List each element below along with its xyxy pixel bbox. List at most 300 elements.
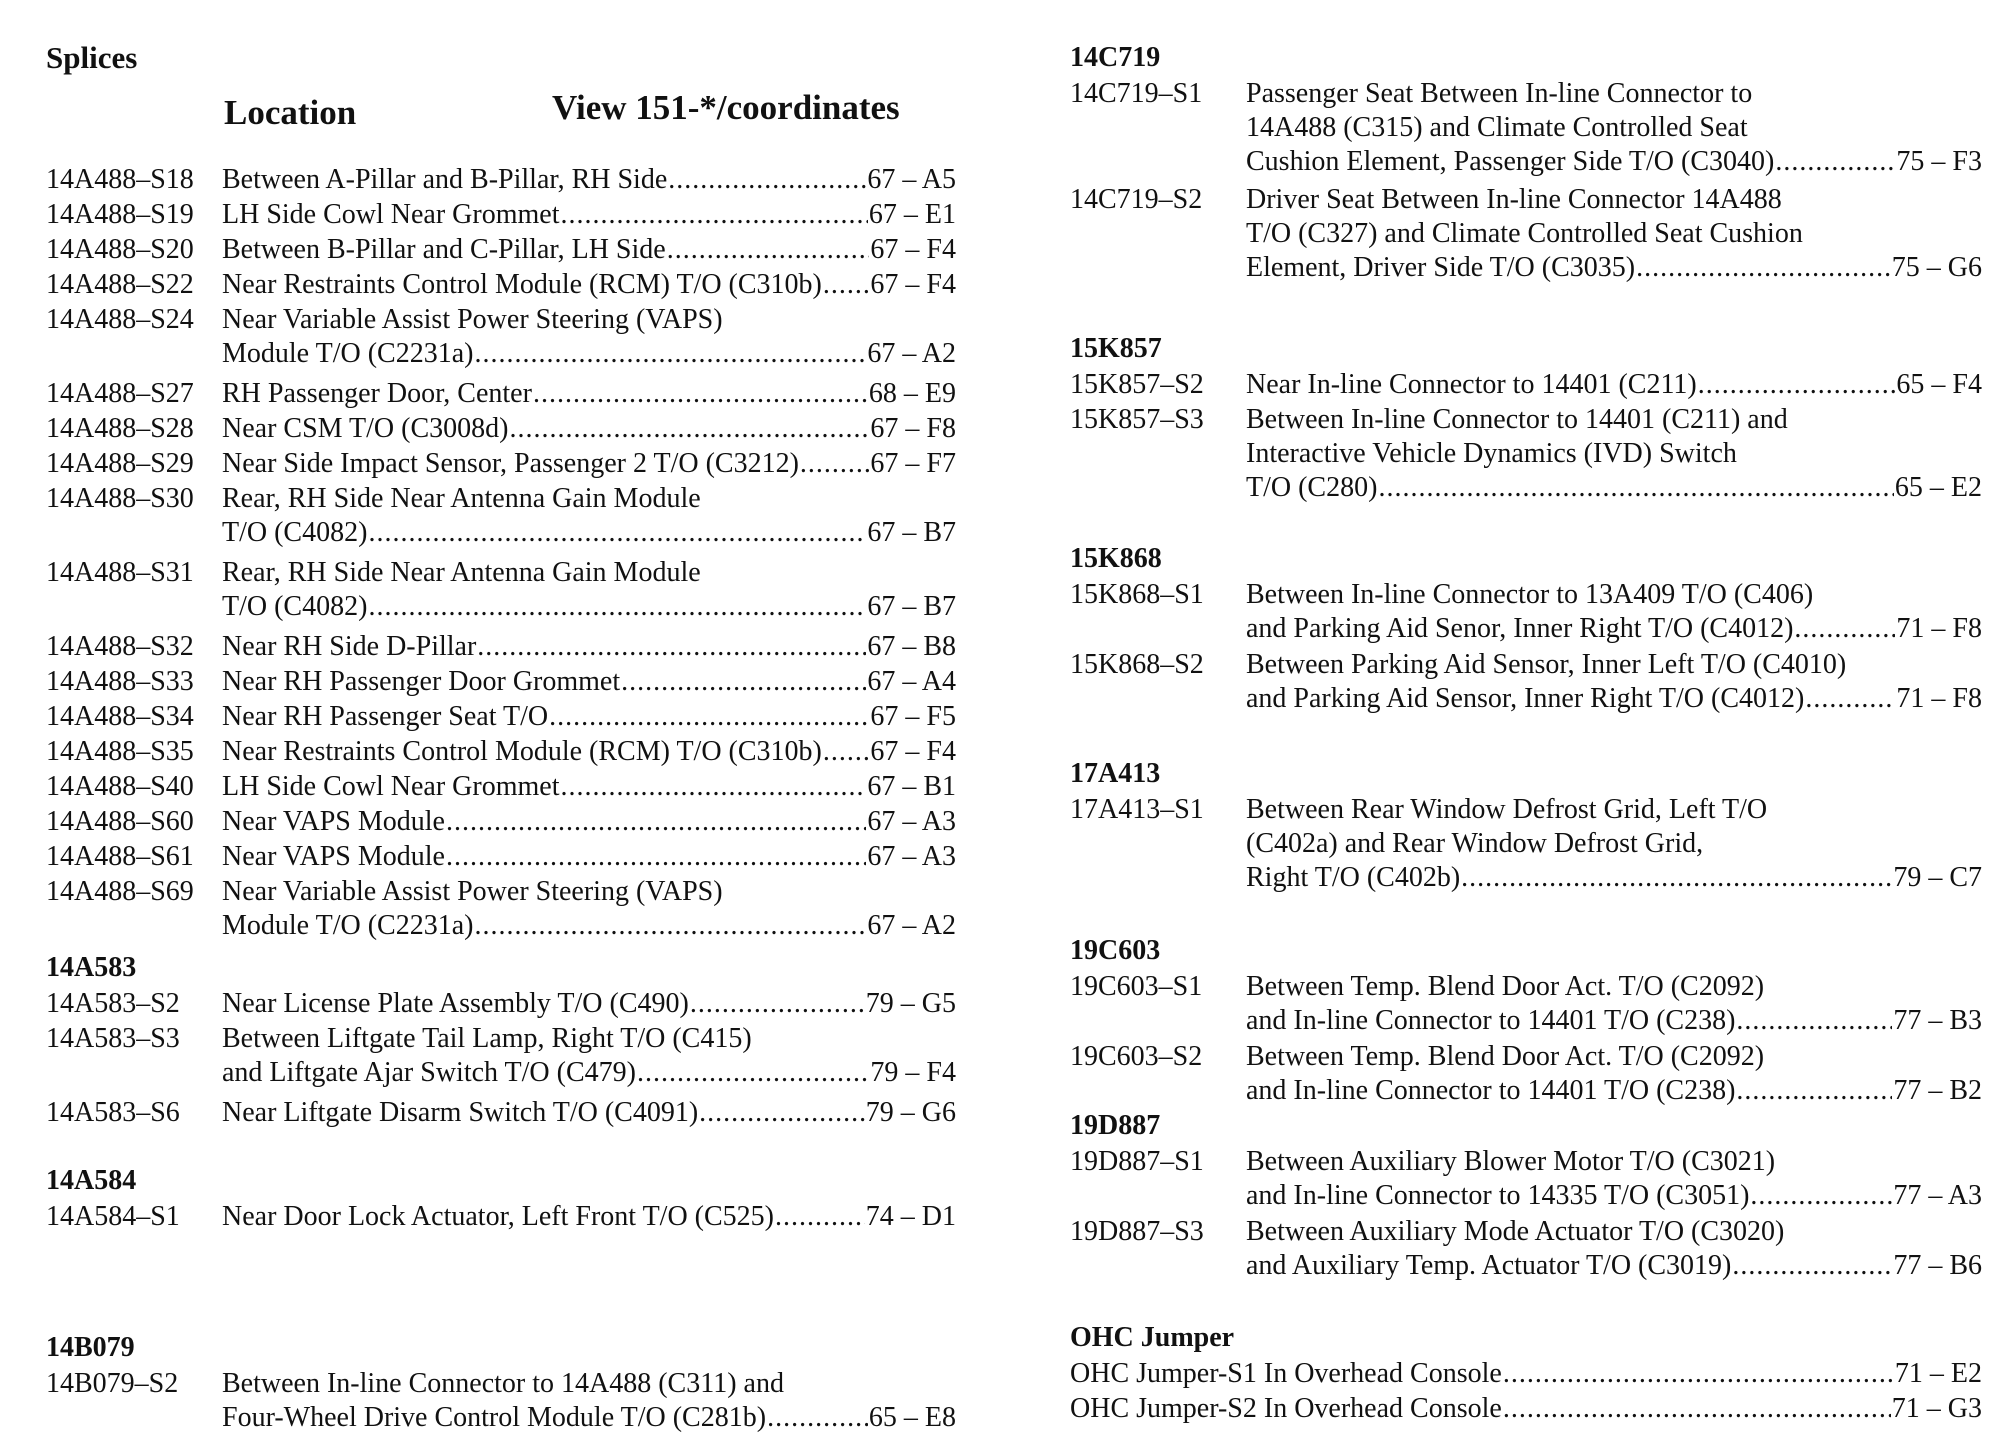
section-heading: 15K868 — [1070, 543, 1162, 574]
location-line — [222, 198, 956, 232]
splice-location — [222, 268, 956, 302]
location-text: T/O (C280) — [1246, 472, 1378, 503]
view-coordinate: 67 – A3 — [867, 806, 956, 837]
location-text: Near Restraints Control Module (RCM) T/O (C310b) — [222, 736, 822, 767]
splice-location — [1246, 403, 1982, 505]
splice-location — [222, 735, 956, 769]
view-coordinate: 67 – B8 — [867, 631, 956, 662]
location-text: Near In-line Connector to 14401 (C211) — [1246, 369, 1697, 400]
splice-location — [222, 377, 956, 411]
location-text: Between In-line Connector to 14401 (C211) and — [1246, 404, 1788, 435]
location-text: 14A488 (C315) and Climate Controlled Seat — [1246, 112, 1748, 143]
splice-entry — [46, 840, 956, 874]
splice-id: 19C603–S1 — [1070, 971, 1203, 1002]
location-text: Near VAPS Module — [222, 806, 445, 837]
splice-location — [1246, 77, 1982, 179]
location-text: Rear, RH Side Near Antenna Gain Module — [222, 557, 701, 588]
splice-entry — [46, 1022, 956, 1090]
splice-location — [1246, 970, 1982, 1038]
splice-location — [222, 1022, 956, 1090]
splice-entry — [46, 630, 956, 664]
splice-entry — [1070, 578, 1982, 646]
location-text: Rear, RH Side Near Antenna Gain Module — [222, 483, 701, 514]
view-coordinate: 71 – G3 — [1891, 1393, 1982, 1424]
splice-location — [222, 233, 956, 267]
view-coordinate: 67 – E1 — [868, 199, 956, 230]
splice-entry — [46, 700, 956, 734]
location-line — [1246, 77, 1982, 111]
splice-entry — [46, 447, 956, 481]
splice-location — [222, 665, 956, 699]
splice-location — [222, 198, 956, 232]
location-line — [222, 163, 956, 197]
splice-id: 15K857–S2 — [1070, 369, 1204, 400]
splice-id: 14A488–S40 — [46, 771, 194, 802]
view-coordinate: 67 – B7 — [867, 517, 956, 548]
splice-id: 14A584–S1 — [46, 1201, 180, 1232]
location-line — [222, 1096, 956, 1130]
location-line — [1246, 682, 1982, 716]
location-text: Module T/O (C2231a) — [222, 910, 474, 941]
location-line — [222, 665, 956, 699]
dot-leader — [474, 337, 866, 371]
splice-location — [1246, 1215, 1982, 1283]
location-text: Passenger Seat Between In-line Connector to — [1246, 78, 1753, 109]
location-line — [222, 1367, 956, 1401]
location-line — [222, 233, 956, 267]
dot-leader — [561, 770, 867, 804]
splice-entry — [1070, 1145, 1982, 1213]
splice-entry — [46, 268, 956, 302]
location-text: T/O (C4082) — [222, 517, 368, 548]
location-line — [1246, 578, 1982, 612]
location-line — [222, 377, 956, 411]
location-line — [1246, 1179, 1982, 1213]
splice-entry — [1070, 403, 1982, 505]
section-heading: 14C719 — [1070, 42, 1161, 73]
location-line — [222, 516, 956, 550]
splice-entry — [46, 303, 956, 371]
view-coordinate: 67 – F4 — [870, 234, 956, 265]
splice-entry — [1070, 1040, 1982, 1108]
view-coordinate: 65 – E2 — [1894, 472, 1982, 503]
location-line — [222, 805, 956, 839]
splice-location — [222, 987, 956, 1021]
location-line — [222, 909, 956, 943]
view-coordinate: 71 – F8 — [1896, 683, 1982, 714]
splice-id: 14A488–S28 — [46, 413, 194, 444]
dot-leader — [446, 805, 866, 839]
splice-id: 14A488–S22 — [46, 269, 194, 300]
location-line — [1246, 1145, 1982, 1179]
section-heading: 14A583 — [46, 952, 137, 983]
dot-leader — [1503, 1392, 1891, 1426]
splice-entry — [46, 377, 956, 411]
location-line — [222, 447, 956, 481]
dot-leader — [1698, 368, 1896, 402]
splice-id: 14A488–S33 — [46, 666, 194, 697]
view-coordinate: 71 – F8 — [1896, 613, 1982, 644]
splice-id: 14C719–S1 — [1070, 78, 1203, 109]
dot-leader — [533, 377, 868, 411]
splice-id: 14A583–S3 — [46, 1023, 180, 1054]
splice-location — [1246, 793, 1982, 895]
dot-leader — [1794, 612, 1895, 646]
dot-leader — [800, 447, 870, 481]
location-line — [1246, 183, 1982, 217]
location-text: Between In-line Connector to 14A488 (C311) and — [222, 1368, 784, 1399]
splice-location — [222, 1096, 956, 1130]
splice-location — [1246, 648, 1982, 716]
location-line — [222, 700, 956, 734]
splice-location — [222, 447, 956, 481]
location-line — [1246, 612, 1982, 646]
location-line — [1246, 793, 1982, 827]
dot-leader — [1805, 682, 1895, 716]
splice-entry — [1070, 1392, 1982, 1426]
splice-location — [1246, 1145, 1982, 1213]
location-text: and In-line Connector to 14401 T/O (C238) — [1246, 1005, 1736, 1036]
location-line — [222, 1401, 956, 1435]
splice-id: 14B079–S2 — [46, 1368, 179, 1399]
location-text: and Parking Aid Sensor, Inner Right T/O (C4012) — [1246, 683, 1805, 714]
splice-entry — [46, 556, 956, 624]
dot-leader — [823, 268, 870, 302]
view-coordinate: 75 – F3 — [1896, 146, 1982, 177]
location-line — [222, 735, 956, 769]
splice-location — [222, 840, 956, 874]
dot-leader — [561, 198, 868, 232]
location-line — [222, 556, 956, 590]
location-text: Cushion Element, Passenger Side T/O (C3040) — [1246, 146, 1775, 177]
splice-id: 15K868–S2 — [1070, 649, 1204, 680]
location-line — [1246, 471, 1982, 505]
splice-id: 17A413–S1 — [1070, 794, 1204, 825]
location-text: Between Liftgate Tail Lamp, Right T/O (C415) — [222, 1023, 752, 1054]
location-text: Between Parking Aid Sensor, Inner Left T/O (C4010) — [1246, 649, 1847, 680]
view-coordinate: 67 – A4 — [867, 666, 956, 697]
location-line — [1246, 217, 1982, 251]
location-line — [222, 412, 956, 446]
location-text: Between Temp. Blend Door Act. T/O (C2092) — [1246, 971, 1765, 1002]
location-line — [1246, 251, 1982, 285]
view-coordinate: 67 – F5 — [870, 701, 956, 732]
view-coordinates-header: View 151-*/coordinates — [552, 88, 900, 127]
dot-leader — [368, 590, 866, 624]
splice-entry — [46, 875, 956, 943]
splice-location — [222, 482, 956, 550]
splice-id: 14A488–S35 — [46, 736, 194, 767]
splice-entry — [46, 1367, 956, 1435]
splice-id: 14A488–S69 — [46, 876, 194, 907]
dot-leader — [1461, 861, 1892, 895]
view-coordinate: 67 – B1 — [867, 771, 956, 802]
location-text: Driver Seat Between In-line Connector 14A488 — [1246, 184, 1782, 215]
section-heading: 14B079 — [46, 1332, 135, 1363]
splice-location — [222, 412, 956, 446]
splice-id: 14A583–S2 — [46, 988, 180, 1019]
dot-leader — [1736, 1004, 1892, 1038]
location-text: Between In-line Connector to 13A409 T/O (C406) — [1246, 579, 1814, 610]
splice-id: 14A488–S20 — [46, 234, 194, 265]
view-coordinate: 67 – A3 — [867, 841, 956, 872]
location-line — [222, 875, 956, 909]
section-heading: 19D887 — [1070, 1110, 1161, 1141]
location-text: T/O (C4082) — [222, 591, 368, 622]
view-coordinate: 67 – A2 — [867, 910, 956, 941]
location-line — [1246, 1004, 1982, 1038]
location-text: and Liftgate Ajar Switch T/O (C479) — [222, 1057, 636, 1088]
splice-location — [222, 700, 956, 734]
location-text: Near License Plate Assembly T/O (C490) — [222, 988, 689, 1019]
location-text: LH Side Cowl Near Grommet — [222, 199, 560, 230]
splice-id: 14A488–S30 — [46, 483, 194, 514]
splice-location — [1246, 578, 1982, 646]
dot-leader — [1736, 1074, 1892, 1108]
splice-location — [222, 1367, 956, 1435]
view-coordinate: 68 – E9 — [868, 378, 956, 409]
view-coordinate: 77 – B6 — [1893, 1250, 1982, 1281]
location-line — [222, 1056, 956, 1090]
splice-id: 14A488–S27 — [46, 378, 194, 409]
location-text: and Parking Aid Senor, Inner Right T/O (C4012) — [1246, 613, 1794, 644]
splice-entry — [1070, 77, 1982, 179]
splice-id: 14A583–S6 — [46, 1097, 180, 1128]
location-line — [1070, 1392, 1982, 1426]
view-coordinate: 67 – A5 — [867, 164, 956, 195]
location-line — [1246, 1215, 1982, 1249]
splice-id: 14A488–S24 — [46, 304, 194, 335]
dot-leader — [509, 412, 869, 446]
location-line — [222, 303, 956, 337]
location-text: Right T/O (C402b) — [1246, 862, 1461, 893]
location-line — [1246, 145, 1982, 179]
dot-leader — [477, 630, 866, 664]
location-line — [1246, 827, 1982, 861]
view-coordinate: 65 – F4 — [1896, 369, 1982, 400]
view-coordinate: 79 – C7 — [1893, 862, 1982, 893]
location-line — [222, 987, 956, 1021]
location-text: T/O (C327) and Climate Controlled Seat Cushion — [1246, 218, 1803, 249]
splice-entry — [46, 163, 956, 197]
splice-entry — [1070, 1357, 1982, 1391]
location-line — [1246, 111, 1982, 145]
location-text: Between B-Pillar and C-Pillar, LH Side — [222, 234, 666, 265]
splice-id: 19D887–S1 — [1070, 1146, 1204, 1177]
location-text: Near Restraints Control Module (RCM) T/O (C310b) — [222, 269, 822, 300]
location-line — [1246, 437, 1982, 471]
dot-leader — [690, 987, 865, 1021]
location-header: Location — [224, 93, 357, 132]
location-line — [222, 337, 956, 371]
location-line — [222, 770, 956, 804]
location-text: Between Auxiliary Blower Motor T/O (C3021) — [1246, 1146, 1776, 1177]
splice-location — [222, 630, 956, 664]
location-line — [222, 590, 956, 624]
section-heading: 15K857 — [1070, 333, 1162, 364]
splice-id: 14A488–S31 — [46, 557, 194, 588]
dot-leader — [1750, 1179, 1892, 1213]
location-text: Near CSM T/O (C3008d) — [222, 413, 509, 444]
dot-leader — [767, 1401, 868, 1435]
view-coordinate: 77 – B3 — [1893, 1005, 1982, 1036]
dot-leader — [823, 735, 870, 769]
location-text: OHC Jumper-S1 In Overhead Console — [1070, 1358, 1502, 1389]
location-line — [222, 268, 956, 302]
view-coordinate: 75 – G6 — [1891, 252, 1982, 283]
location-line — [1070, 1357, 1982, 1391]
location-line — [1246, 1249, 1982, 1283]
location-line — [1246, 1040, 1982, 1074]
splice-location — [222, 303, 956, 371]
dot-leader — [699, 1096, 865, 1130]
view-coordinate: 79 – G6 — [865, 1097, 956, 1128]
view-coordinate: 67 – F8 — [870, 413, 956, 444]
section-heading: OHC Jumper — [1070, 1322, 1235, 1353]
splice-location — [1246, 368, 1982, 402]
location-line — [222, 482, 956, 516]
splice-location — [222, 163, 956, 197]
splice-entry — [46, 482, 956, 550]
location-text: Module T/O (C2231a) — [222, 338, 474, 369]
location-text: Near RH Side D-Pillar — [222, 631, 477, 662]
view-coordinate: 67 – F4 — [870, 269, 956, 300]
splice-entry — [46, 987, 956, 1021]
splice-entry — [1070, 970, 1982, 1038]
view-coordinate: 67 – F4 — [870, 736, 956, 767]
dot-leader — [1636, 251, 1891, 285]
location-text: Near Liftgate Disarm Switch T/O (C4091) — [222, 1097, 699, 1128]
location-text: Element, Driver Side T/O (C3035) — [1246, 252, 1636, 283]
location-line — [1246, 1074, 1982, 1108]
location-text: Near Variable Assist Power Steering (VAPS) — [222, 304, 723, 335]
location-line — [1246, 648, 1982, 682]
splice-id: 14A488–S60 — [46, 806, 194, 837]
dot-leader — [446, 840, 866, 874]
splice-id: 15K868–S1 — [1070, 579, 1204, 610]
splice-location — [1070, 1392, 1982, 1426]
dot-leader — [474, 909, 866, 943]
splice-id: 14A488–S32 — [46, 631, 194, 662]
view-coordinate: 71 – E2 — [1894, 1358, 1982, 1389]
dot-leader — [775, 1200, 865, 1234]
splice-location — [222, 770, 956, 804]
page-title: Splices — [46, 40, 138, 75]
location-text: Near Side Impact Sensor, Passenger 2 T/O (C3212) — [222, 448, 799, 479]
location-line — [1246, 368, 1982, 402]
splice-entry — [46, 1096, 956, 1130]
dot-leader — [637, 1056, 869, 1090]
splice-entry — [46, 665, 956, 699]
view-coordinate: 77 – A3 — [1893, 1180, 1982, 1211]
location-text: Near Variable Assist Power Steering (VAPS) — [222, 876, 723, 907]
dot-leader — [1732, 1249, 1892, 1283]
dot-leader — [1503, 1357, 1894, 1391]
splice-location — [222, 805, 956, 839]
view-coordinate: 74 – D1 — [865, 1201, 956, 1232]
dot-leader — [668, 163, 866, 197]
location-line — [222, 840, 956, 874]
splice-id: 19C603–S2 — [1070, 1041, 1203, 1072]
splice-entry — [1070, 648, 1982, 716]
location-line — [1246, 403, 1982, 437]
section-heading: 19C603 — [1070, 935, 1161, 966]
view-coordinate: 65 – E8 — [868, 1402, 956, 1433]
splice-id: 15K857–S3 — [1070, 404, 1204, 435]
location-text: Between Auxiliary Mode Actuator T/O (C3020) — [1246, 1216, 1785, 1247]
location-text: Between Temp. Blend Door Act. T/O (C2092) — [1246, 1041, 1765, 1072]
splice-entry — [1070, 793, 1982, 895]
view-coordinate: 79 – F4 — [870, 1057, 956, 1088]
location-text: Near RH Passenger Seat T/O — [222, 701, 549, 732]
location-line — [222, 1200, 956, 1234]
splice-id: 14A488–S19 — [46, 199, 194, 230]
location-text: and In-line Connector to 14401 T/O (C238) — [1246, 1075, 1736, 1106]
dot-leader — [1775, 145, 1895, 179]
location-text: RH Passenger Door, Center — [222, 378, 532, 409]
splice-entry — [46, 770, 956, 804]
location-text: (C402a) and Rear Window Defrost Grid, — [1246, 828, 1704, 859]
splice-id: 14C719–S2 — [1070, 184, 1203, 215]
splice-entry — [1070, 368, 1982, 402]
location-text: Interactive Vehicle Dynamics (IVD) Switch — [1246, 438, 1737, 469]
splice-entry — [46, 805, 956, 839]
location-text: Between Rear Window Defrost Grid, Left T/O — [1246, 794, 1768, 825]
section-heading: 17A413 — [1070, 758, 1161, 789]
view-coordinate: 77 – B2 — [1893, 1075, 1982, 1106]
location-text: Near Door Lock Actuator, Left Front T/O (C525) — [222, 1201, 775, 1232]
splice-location — [1070, 1357, 1982, 1391]
dot-leader — [667, 233, 870, 267]
location-text: Near RH Passenger Door Grommet — [222, 666, 621, 697]
splice-location — [222, 1200, 956, 1234]
dot-leader — [368, 516, 866, 550]
splice-id: 14A488–S18 — [46, 164, 194, 195]
splice-entry — [46, 233, 956, 267]
view-coordinate: 67 – F7 — [870, 448, 956, 479]
location-text: OHC Jumper-S2 In Overhead Console — [1070, 1393, 1502, 1424]
location-text: LH Side Cowl Near Grommet — [222, 771, 560, 802]
view-coordinate: 79 – G5 — [865, 988, 956, 1019]
location-text: Near VAPS Module — [222, 841, 445, 872]
location-text: and Auxiliary Temp. Actuator T/O (C3019) — [1246, 1250, 1732, 1281]
splice-entry — [1070, 1215, 1982, 1283]
splice-entry — [46, 412, 956, 446]
splice-location — [222, 875, 956, 943]
splice-entry — [46, 1200, 956, 1234]
splice-id: 14A488–S34 — [46, 701, 194, 732]
splice-id: 14A488–S29 — [46, 448, 194, 479]
location-line — [222, 630, 956, 664]
splice-entry — [46, 198, 956, 232]
location-line — [1246, 970, 1982, 1004]
location-text: Between A-Pillar and B-Pillar, RH Side — [222, 164, 668, 195]
section-heading: 14A584 — [46, 1165, 137, 1196]
location-line — [222, 1022, 956, 1056]
splice-location — [1246, 1040, 1982, 1108]
location-line — [1246, 861, 1982, 895]
splice-id: 19D887–S3 — [1070, 1216, 1204, 1247]
dot-leader — [549, 700, 869, 734]
view-coordinate: 67 – B7 — [867, 591, 956, 622]
splice-id: 14A488–S61 — [46, 841, 194, 872]
dot-leader — [621, 665, 866, 699]
dot-leader — [1378, 471, 1893, 505]
splice-location — [1246, 183, 1982, 285]
location-text: Four-Wheel Drive Control Module T/O (C281b) — [222, 1402, 767, 1433]
splice-location — [222, 556, 956, 624]
splice-entry — [46, 735, 956, 769]
